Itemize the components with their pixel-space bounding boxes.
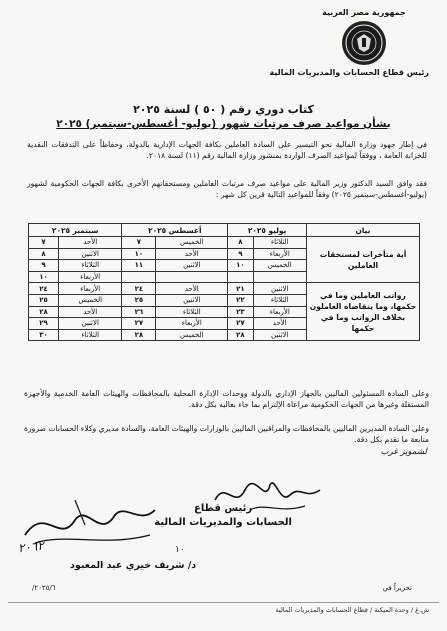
- country-name: جمهورية مصر العربية: [322, 8, 406, 17]
- august-date: [122, 271, 156, 283]
- september-date: ٢٤: [29, 283, 59, 295]
- september-date: ١٠: [29, 271, 59, 283]
- september-date: ٨: [29, 248, 59, 260]
- july-date: ٢٧: [228, 318, 253, 330]
- arrears-label: أية متأخرات لمستحقات العاملين: [307, 237, 420, 283]
- chief-title: [154, 502, 292, 530]
- header-july: يوليو ٢٠٢٥: [228, 224, 307, 237]
- footer-text: ش.غ / وحدة الميكنة / قطاع الحسابات والمديريات المالية: [275, 606, 429, 614]
- footer-divider: [8, 602, 439, 603]
- september-day: الثلاثاء: [59, 329, 122, 341]
- july-date: [228, 271, 253, 283]
- table-body: [29, 237, 420, 341]
- august-day: الاثنين: [156, 294, 228, 306]
- chief-title-line-1: رئيس قطاع: [194, 503, 253, 514]
- july-date: ٢٣: [228, 306, 253, 318]
- august-date: ١٠: [122, 248, 156, 260]
- august-date: ٧: [122, 237, 156, 249]
- circular-subject: بشأن مواعيد صرف مرتبات شهور (يوليو- أغسطس-سبتمبر) ٢٠٢٥: [56, 118, 391, 130]
- salary-schedule-table: [28, 223, 420, 341]
- issue-date: [32, 584, 56, 592]
- july-date: ٨: [228, 237, 253, 249]
- intro-paragraph: في إطار جهود وزارة المالية نحو التيسير على السادة العاملين بكافة الجهات الإدارية بالدولة، وحفاظاً على التدفقات النقدية للخزانة العامة ، ووفقاً لمواعيد الصرف الواردة بمنشور وزارة المالية رقم (١١) لسنة ٢٠١٨.: [27, 140, 427, 160]
- september-date: ٧: [29, 237, 59, 249]
- letterhead: [269, 8, 429, 77]
- september-date: ٢٨: [29, 306, 59, 318]
- september-day: الاثنين: [59, 248, 122, 260]
- july-date: ٢٨: [228, 329, 253, 341]
- july-date: ٩: [228, 248, 253, 260]
- september-day: الثلاثاء: [59, 260, 122, 272]
- september-day: الخميس: [59, 294, 122, 306]
- issue-label: تحريراً في: [382, 584, 412, 592]
- department-name: رئيس قطاع الحسابات والمديريات المالية: [269, 68, 429, 77]
- july-date: ٢٢: [228, 294, 253, 306]
- july-day: الأربعاء: [253, 306, 307, 318]
- august-day: الخميس: [156, 329, 228, 341]
- header-august: أغسطس ٢٠٢٥: [122, 224, 228, 237]
- salaries-label: رواتب العاملين وما في حكمها، وما يتقاضاه العاملون بخلاف الرواتب وما في حكمها: [307, 283, 420, 341]
- september-day: الاثنين: [59, 318, 122, 330]
- july-day: [253, 271, 307, 283]
- circular-title: كتاب دوري رقم ( ٥٠ ) لسنة ٢٠٢٥: [133, 103, 314, 116]
- table-row: [29, 237, 420, 249]
- august-date: ٢٧: [122, 318, 156, 330]
- august-date: ٢٦: [122, 306, 156, 318]
- august-day: الثلاثاء: [156, 306, 228, 318]
- chief-name: د/ شريف خيري عبد المعبود: [70, 560, 197, 571]
- july-date: ٢١: [228, 283, 253, 295]
- handwritten-mark: ١٠: [175, 545, 185, 555]
- august-date: ٢٤: [122, 283, 156, 295]
- august-day: الأحد: [156, 283, 228, 295]
- august-date: ١١: [122, 260, 156, 272]
- chief-title-line-2: الحسابات والمديريات المالية: [154, 517, 292, 528]
- august-day: الأحد: [156, 248, 228, 260]
- issue-date-value: ٢٠٢٥/٦/: [32, 584, 56, 592]
- header-item: بيان: [307, 224, 420, 237]
- handwritten-number: ٢٠٦٢: [17, 538, 45, 556]
- closing-paragraph-2: وعلى السادة المديرين الماليين بالمحافظات والمراقبين الماليين بالوزارات والهيئات العامة، والسادة مديري وكلاء الحسابات ضرورة متابعة ما تقدم بكل دقة.: [24, 424, 429, 444]
- september-day: الأربعاء: [59, 283, 122, 295]
- september-date: ٣٠: [29, 329, 59, 341]
- july-day: الاثنين: [253, 283, 307, 295]
- july-day: الثلاثاء: [253, 294, 307, 306]
- september-date: ٢٩: [29, 318, 59, 330]
- july-day: الأربعاء: [253, 248, 307, 260]
- september-date: ٢٥: [29, 294, 59, 306]
- closing-paragraph-1: وعلى السادة المسئولين الماليين بالجهاز الإداري بالدولة ووحدات الإدارة المحلية بالمحافظات والهيئات العامة الخدمية والأجهزة المستقلة وغيرها من الجهات الحكومية مراعاة الإلتزام بما جاء بعاليه بكل دقة.: [24, 389, 429, 409]
- table-header-row: [29, 224, 420, 237]
- september-day: الأحد: [59, 237, 122, 249]
- july-day: الخميس: [253, 260, 307, 272]
- september-day: الأربعاء: [59, 271, 122, 283]
- september-date: ٩: [29, 260, 59, 272]
- august-date: ٢٥: [122, 294, 156, 306]
- handwritten-initials: لشمويز غرب: [380, 447, 427, 457]
- header-september: سبتمبر ٢٠٢٥: [29, 224, 122, 237]
- july-day: الأحد: [253, 318, 307, 330]
- september-day: الأحد: [59, 306, 122, 318]
- august-day: الاثنين: [156, 260, 228, 272]
- july-day: الثلاثاء: [253, 237, 307, 249]
- august-day: الأربعاء: [156, 318, 228, 330]
- august-date: ٢٨: [122, 329, 156, 341]
- table-row: [29, 283, 420, 295]
- august-day: الخميس: [156, 237, 228, 249]
- july-date: ١٠: [228, 260, 253, 272]
- july-day: الاثنين: [253, 329, 307, 341]
- ministry-seal-icon: [342, 21, 386, 65]
- approval-paragraph: فقد وافق السيد الدكتور وزير المالية على مواعيد صرف مرتبات العاملين ومستحقاتهم الأخرى بكافة الجهات الحكومية لشهور (يوليو-أغسطس-سبتمبر ٢٠٢٥) وفقاً للمواعيد التالية قرين كل شهر :: [27, 179, 427, 199]
- august-day: [156, 271, 228, 283]
